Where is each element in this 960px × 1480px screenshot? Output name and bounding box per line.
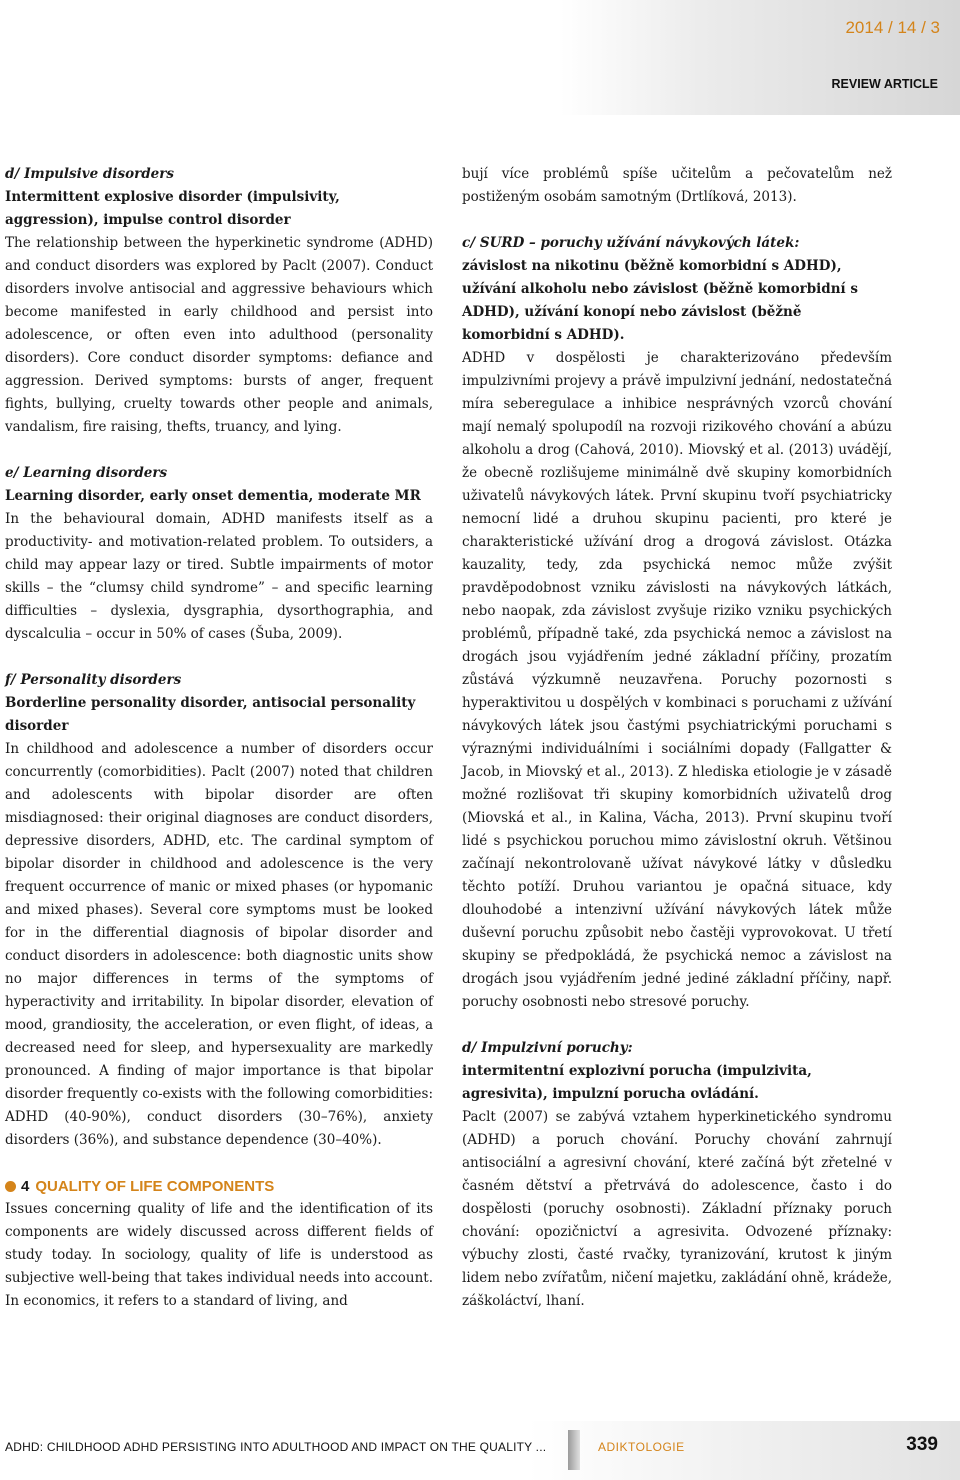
section-f-label: f/ [5,672,16,688]
section-e-heading [5,462,433,485]
section-f-title: Personality disorders [20,672,182,688]
page-number: 339 [906,1434,938,1455]
section-e-body: In the behavioural domain, ADHD manifests itself as a productivity- and motivation-related problem. To outsiders, a child may appear lazy or tired. Subtle impairments of motor skills – the “clumsy child syndrome” – and specific learning difficulties – dyslexia, dysgraphia, dysorthographia, and dyscalculia – occur in 50% of cases (Šuba, 2009). [5,511,433,642]
footer-article-title: ADHD: CHILDHOOD ADHD PERSISTING INTO ADULTHOOD AND IMPACT ON THE QUALITY ... [5,1440,547,1454]
footer-divider [568,1430,580,1470]
section-d-body: The relationship between the hyperkinetic syndrome (ADHD) and conduct disorders was explored by Paclt (2007). Conduct disorders involve antisocial and aggressive behaviours which become manifested in early childhood and persist into adolescence, or often even into adulthood (personality disorders). Core conduct disorder symptoms: defiance and aggression. Derived symptoms: bursts of anger, frequent fights, bullying, cruelty towards other people and animals, vandalism, fire raising, thefts, truancy, and lying. [5,235,433,435]
footer-journal-name: ADIKTOLOGIE [598,1440,685,1454]
section-d-cz-heading [462,1037,892,1060]
section-4-heading [5,1175,433,1198]
bullet-icon [5,1181,16,1192]
section-c-heading [462,232,892,255]
section-d-heading [5,163,433,186]
section-d-title: Impulsive disorders [24,166,174,182]
section-e-label: e/ [5,465,19,481]
section-d-cz-subtitle: intermitentní explozivní porucha (impulzivita, agresivita), impulzní porucha ovládání. [462,1063,812,1102]
section-d-cz-body: Paclt (2007) se zabývá vztahem hyperkinetického syndromu (ADHD) a poruch chování. Poruchy chování zahrnují antisociální a agresivní chování, které začíná být zřetelné v časném dětství a přetrvává do adolescence, často i do dospělosti (poruchy osobnosti). Základní příznaky poruch chování: opozičnictví a agresivita. Odvozené příznaky: výbuchy zlosti, časté rvačky, tyranizování, krutost k jiným lidem nebo zvířatům, ničení majetku, zakládání ohně, krádeže, záškoláctví, lhaní. [462,1109,892,1309]
section-e-title: Learning disorders [23,465,168,481]
right-intro: bují více problémů spíše učitelům a pečovatelům než postiženým osobám samotným (Drtlíková, 2013). [462,166,892,205]
right-column [462,163,892,1313]
article-type-label: REVIEW ARTICLE [831,77,938,91]
section-d-cz-title: Impulzivní poruchy: [481,1040,633,1056]
left-column [5,163,433,1313]
section-d-cz-label: d/ [462,1040,477,1056]
section-c-title: SURD – poruchy užívání návykových látek: [479,235,800,251]
section-c-body: ADHD v dospělosti je charakterizováno především impulzivními projevy a právě impulzivní jednání, nedostatečná míra seberegulace a inhibice nesprávných vzorců chování mají nemalý spolupodíl na rozvoji rizikového chování a abúzu alkoholu a drog (Cahová, 2010). Miovský et al. (2013) uvádějí, že obecně rozlišujeme minimálně dvě skupiny komorbidních uživatelů návykových látek. První skupinu tvoří psychiatricky nemocní lidé a druhou skupinu pacienti, pro které je charakteristické užívání drog a drogová závislost. Otázka kauzality, tedy, zda psychická nemoc může zvýšit pravděpodobnost vzniku závislosti na návykových látkách, nebo naopak, zda závislost zvyšuje riziko vzniku psychických problémů, případně také, zda psychická nemoc a závislost na drogách jsou vyjádřením jedné základní příčiny, prozatím zůstává výzkumně neuzavřena. Poruchy pozornosti s hyperaktivitou u dospělých v kombinaci s poruchami z užívání návykových látek jsou častými psychiatrickými poruchami s výraznými individuálními i sociálními dopady (Fallgatter & Jacob, in Miovský et al., 2013). Z hlediska etiologie je v zásadě možné rozlišovat tři skupiny komorbidních uživatelů drog (Miovská et al., in Kalina, Vácha, 2013). První skupinu tvoří lidé s psychickou poruchou mimo závislostní okruh. Většinou začínají nekontrolovaně užívat návykové látky v důsledku těchto potíží. Druhou variantou je opačná situace, kdy dlouhodobé a intenzivní užívání návykových látek může duševní poruchu způsobit nebo častěji vyprovokovat. U třetí skupiny se předpokládá, že psychická nemoc a závislost na drogách jsou vyjádřením jedné jediné základní příčiny, např. poruchy osobnosti nebo stresové poruchy. [462,350,892,1010]
section-4-body: Issues concerning quality of life and the identification of its components are widely discussed across different fields of study today. In sociology, quality of life is understood as subjective well-being that takes individual needs into account. In economics, it refers to a standard of living, and [5,1201,433,1309]
issue-number: 2014 / 14 / 3 [845,18,940,37]
section-f-subtitle: Borderline personality disorder, antisocial personality disorder [5,695,416,734]
section-f-body: In childhood and adolescence a number of disorders occur concurrently (comorbidities). Paclt (2007) noted that children and adolescents with bipolar disorder are often misdiagnosed: their original diagnoses are conduct disorders, depressive disorders, ADHD, etc. The cardinal symptom of bipolar disorder in childhood and adolescence is the very frequent occurrence of manic or mixed phases (or hypomanic and mixed phases). Several core symptoms must be looked for in the differential diagnosis of bipolar disorder and conduct disorders in adolescence: both diagnostic units show no major differences in terms of the symptoms of hyperactivity and irritability. In bipolar disorder, elevation of mood, grandiosity, the acceleration, or even flight, of ideas, a decreased need for sleep, and hypersexuality are markedly pronounced. A finding of major importance is that bipolar disorder frequently co-exists with the following comorbidities: ADHD (40-90%), conduct disorders (30–76%), anxiety disorders (36%), and substance dependence (30–40%). [5,741,433,1148]
section-4-number: 4 [21,1178,30,1195]
section-e-subtitle: Learning disorder, early onset dementia, moderate MR [5,488,421,504]
section-d-subtitle: Intermittent explosive disorder (impulsivity, aggression), impulse control disorder [5,189,340,228]
section-d-label: d/ [5,166,20,182]
section-c-subtitle: závislost na nikotinu (běžně komorbidní s ADHD), užívání alkoholu nebo závislost (běžně komorbidní s ADHD), užívání konopí nebo závislost (běžně komorbidní s ADHD). [462,258,858,343]
section-c-label: c/ [462,235,476,251]
section-f-heading [5,669,433,692]
section-4-title: QUALITY OF LIFE COMPONENTS [35,1178,275,1195]
